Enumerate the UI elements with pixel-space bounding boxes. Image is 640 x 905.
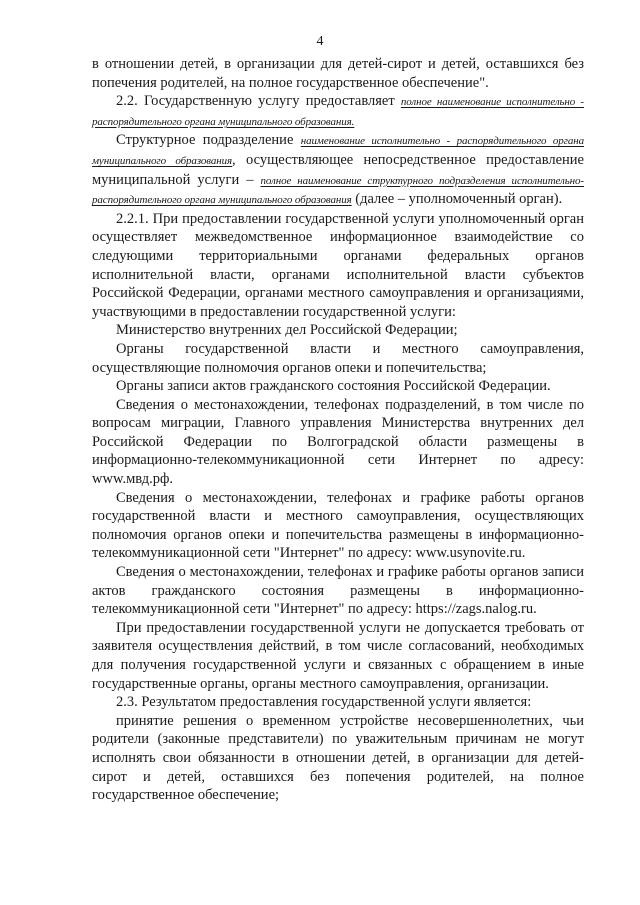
document-body [92,55,584,805]
paragraph-mvd-info: Сведения о местонахождении, телефонах подразделений, в том числе по вопросам миграции, Главного управления Министерства внутренних дел Российской Федерации по Волгоградской области размещены в информационно-телекоммуникационной сети Интернет по адресу: www.мвд.рф. [92,396,584,488]
structural-unit-middle: , осуществляющее непосредственное предоставление муниципальной услуги – [92,151,584,188]
authority-name-placeholder-2: наименование исполнительно - распорядительного органа муниципального образования [92,135,584,167]
page-number: 4 [316,34,324,49]
list-item-civil-registry: Органы записи актов гражданского состояния Российской Федерации. [116,378,551,395]
list-item-ministry: Министерство внутренних дел Российской Федерации; [116,322,458,339]
paragraph-2-2 [92,92,584,131]
paragraph-2-2-1: 2.2.1. При предоставлении государственной услуги уполномоченный орган осуществляет межведомственное информационное взаимодействие со следующими территориальными органами федеральных органов исполнительной власти, органами исполнительной власти субъектов Российской Федерации, органами местного самоуправления и организациями, участвующими в предоставлении государственной услуги: [92,210,584,320]
paragraph-result-decision: принятие решения о временном устройстве несовершеннолетних, чьи родители (законные представители) по уважительным причинам не могут исполнять свои обязанности в отношении детей, в организации для детей-сирот и детей, оставшихся без попечения родителей, на полное государственное обеспечение; [92,712,584,804]
paragraph-structural-unit [92,131,584,209]
authority-name-placeholder: полное наименование исполнительно - распорядительного органа муниципального образования. [92,96,584,128]
paragraph-prohibition: При предоставлении государственной услуги не допускается требовать от заявителя осуществления действий, в том числе согласований, необходимых для получения государственной услуги и связанных с обращением в иные государственные органы, органы местного самоуправления, организации. [92,619,584,692]
paragraph-2-3: 2.3. Результатом предоставления государственной услуги является: [116,694,532,711]
paragraph-zags-info: Сведения о местонахождении, телефонах и графике работы органов записи актов гражданского состояния размещены в информационно-телекоммуникационной сети "Интернет" по адресу: https://zags.nalog.ru. [92,564,584,618]
structural-unit-tail: (далее – уполномоченный орган). [351,191,563,208]
list-item-guardianship-bodies: Органы государственной власти и местного самоуправления, осуществляющие полномочия органов опеки и попечительства; [92,340,584,376]
structural-unit-lead: Структурное подразделение [116,132,301,149]
paragraph-continuation: в отношении детей, в организации для детей-сирот и детей, оставшихся без попечения родителей, на полное государственное обеспечение". [92,56,584,91]
paragraph-2-2-text: 2.2. Государственную услугу предоставляет [116,93,401,110]
subdivision-name-placeholder: полное наименование структурного подразделения исполнительно-распорядительного органа муниципального образования [92,174,584,207]
paragraph-guardianship-info: Сведения о местонахождении, телефонах и графике работы органов государственной власти и местного самоуправления, осуществляющих полномочия органов опеки и попечительства размещены в информационно-телекоммуникационной сети "Интернет" по адресу: www.usynovite.ru. [92,489,584,562]
